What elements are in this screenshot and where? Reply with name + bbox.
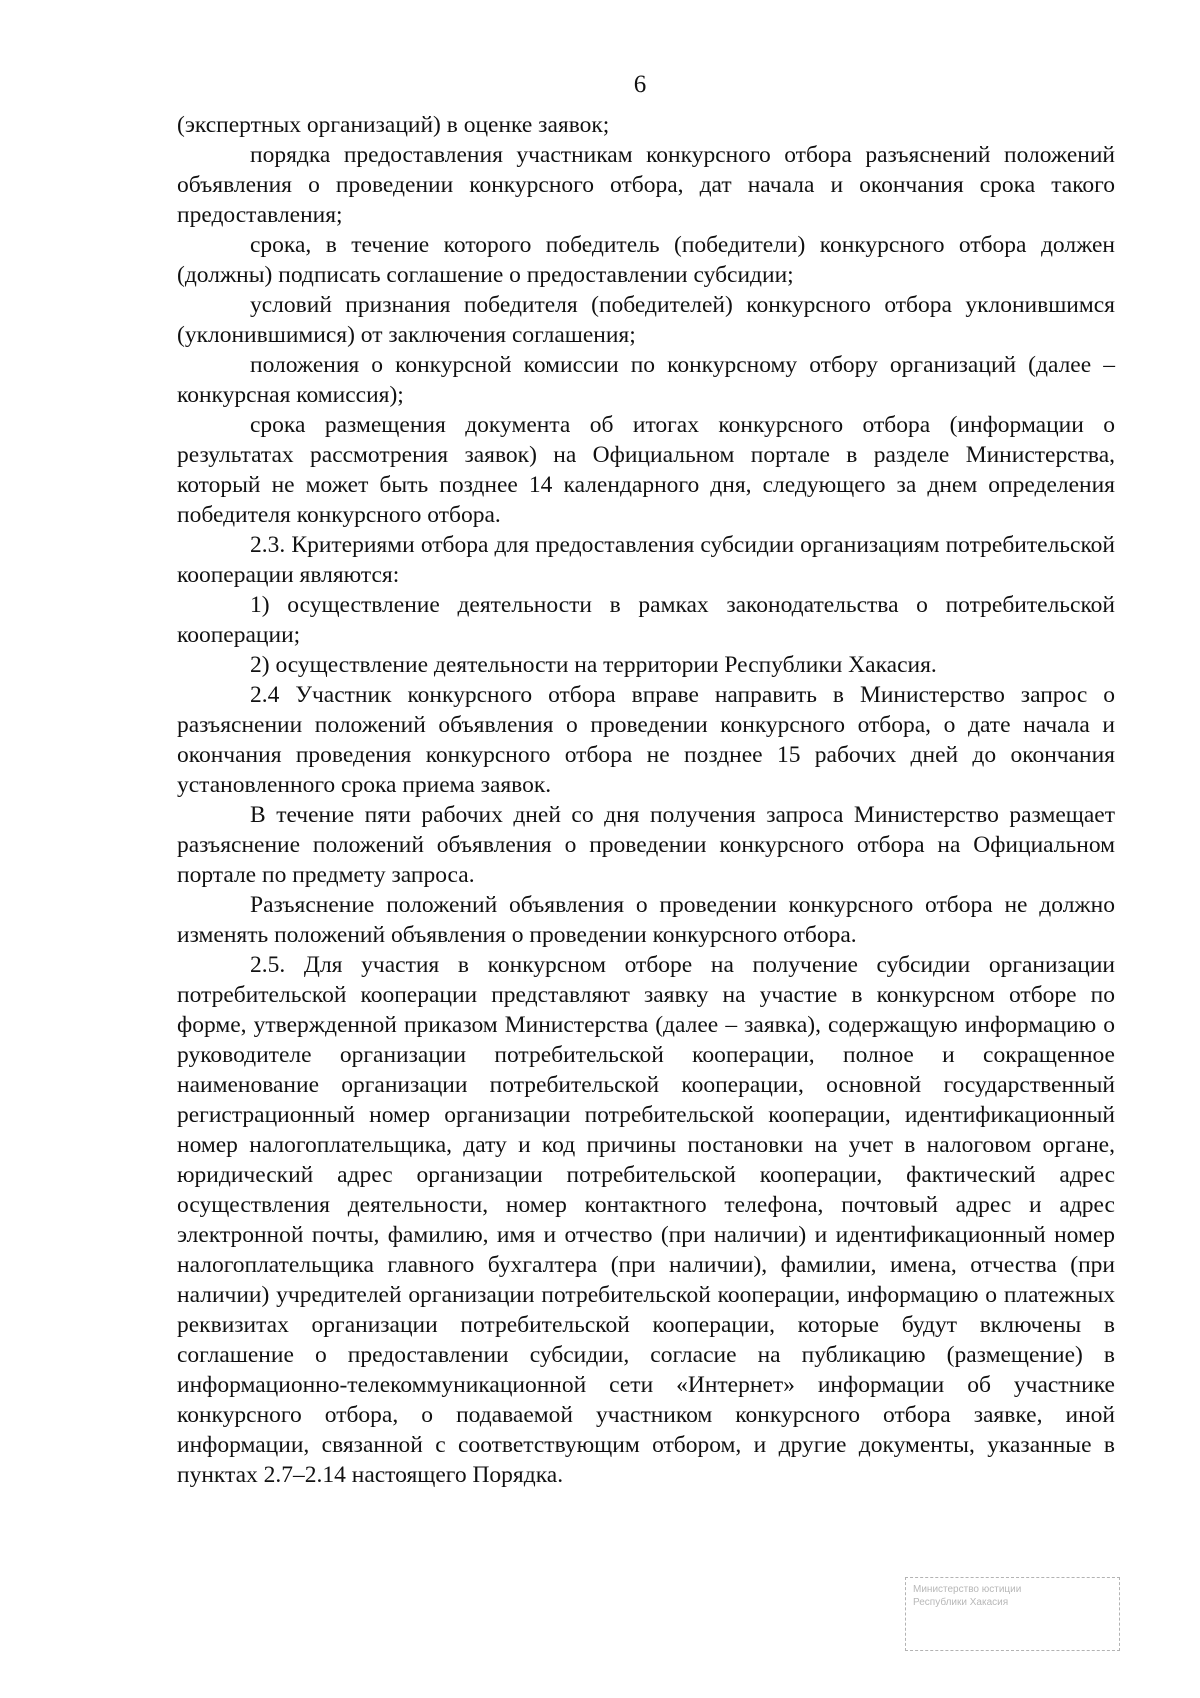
- paragraph-2-5-application: 2.5. Для участия в конкурсном отборе на получение субсидии организации потребительской кооперации представляют заявку на участие в конкурсном отборе по форме, утвержденной приказом Министерства (далее – заявка), содержащую информацию о руководителе организации потребительской кооперации, полное и сокращенное наименование организации потребительской кооперации, основной государственный регистрационный номер организации потребительской кооперации, идентификационный номер налогоплательщика, дату и код причины постановки на учет в налоговом органе, юридический адрес организации потребительской кооперации, фактический адрес осуществления деятельности, номер контактного телефона, почтовый адрес и адрес электронной почты, фамилию, имя и отчество (при наличии) и идентификационный номер налогоплательщика главного бухгалтера (при наличии), фамилии, имена, отчества (при наличии) учредителей организации потребительской кооперации, информацию о платежных реквизитах организации потребительской кооперации, которые будут включены в соглашение о предоставлении субсидии, согласие на публикацию (размещение) в информационно-телекоммуникационной сети «Интернет» информации об участнике конкурсного отбора, о подаваемой участником конкурсного отбора заявке, иной информации, связанной с соответствующим отбором, и другие документы, указанные в пунктах 2.7–2.14 настоящего Порядка.: [177, 952, 1115, 1488]
- paragraph-clarification-timing: В течение пяти рабочих дней со дня получения запроса Министерство размещает разъяснение положений объявления о проведении конкурсного отбора на Официальном портале по предмету запроса.: [177, 802, 1115, 888]
- paragraph-2-4-request: 2.4 Участник конкурсного отбора вправе направить в Министерство запрос о разъяснении положений объявления о проведении конкурсного отбора, о дате начала и окончания проведения конкурсного отбора не позднее 15 рабочих дней до окончания установленного срока приема заявок.: [177, 682, 1115, 798]
- registration-stamp: [905, 1577, 1120, 1651]
- paragraph-evasion-conditions: условий признания победителя (победителей) конкурсного отбора уклонившимся (уклонившимися) от заключения соглашения;: [177, 292, 1115, 348]
- paragraph-commission-regulation: положения о конкурсной комиссии по конкурсному отбору организаций (далее – конкурсная комиссия);: [177, 352, 1115, 408]
- paragraph-criterion-2: 2) осуществление деятельности на территории Республики Хакасия.: [250, 652, 937, 678]
- paragraph-agreement-deadline: срока, в течение которого победитель (победители) конкурсного отбора должен (должны) подписать соглашение о предоставлении субсидии;: [177, 232, 1115, 288]
- stamp-line: Министерство юстиции: [913, 1584, 1022, 1595]
- stamp-line: Республики Хакасия: [913, 1597, 1009, 1608]
- paragraph-results-publication: срока размещения документа об итогах конкурсного отбора (информации о результатах рассмотрения заявок) на Официальном портале в разделе Министерства, который не может быть позднее 14 календарного дня, следующего за днем определения победителя конкурсного отбора.: [177, 412, 1115, 528]
- page-number: 6: [633, 71, 647, 98]
- document-body: [177, 110, 1115, 1490]
- paragraph-clarification-limits: Разъяснение положений объявления о проведении конкурсного отбора не должно изменять положений объявления о проведении конкурсного отбора.: [177, 892, 1115, 948]
- paragraph-2-3-criteria: 2.3. Критериями отбора для предоставления субсидии организациям потребительской кооперации являются:: [177, 532, 1115, 588]
- paragraph-continuation: (экспертных организаций) в оценке заявок;: [177, 112, 610, 138]
- paragraph-criterion-1: 1) осуществление деятельности в рамках законодательства о потребительской кооперации;: [177, 592, 1115, 648]
- paragraph-clarification-procedure: порядка предоставления участникам конкурсного отбора разъяснений положений объявления о проведении конкурсного отбора, дат начала и окончания срока такого предоставления;: [177, 142, 1115, 228]
